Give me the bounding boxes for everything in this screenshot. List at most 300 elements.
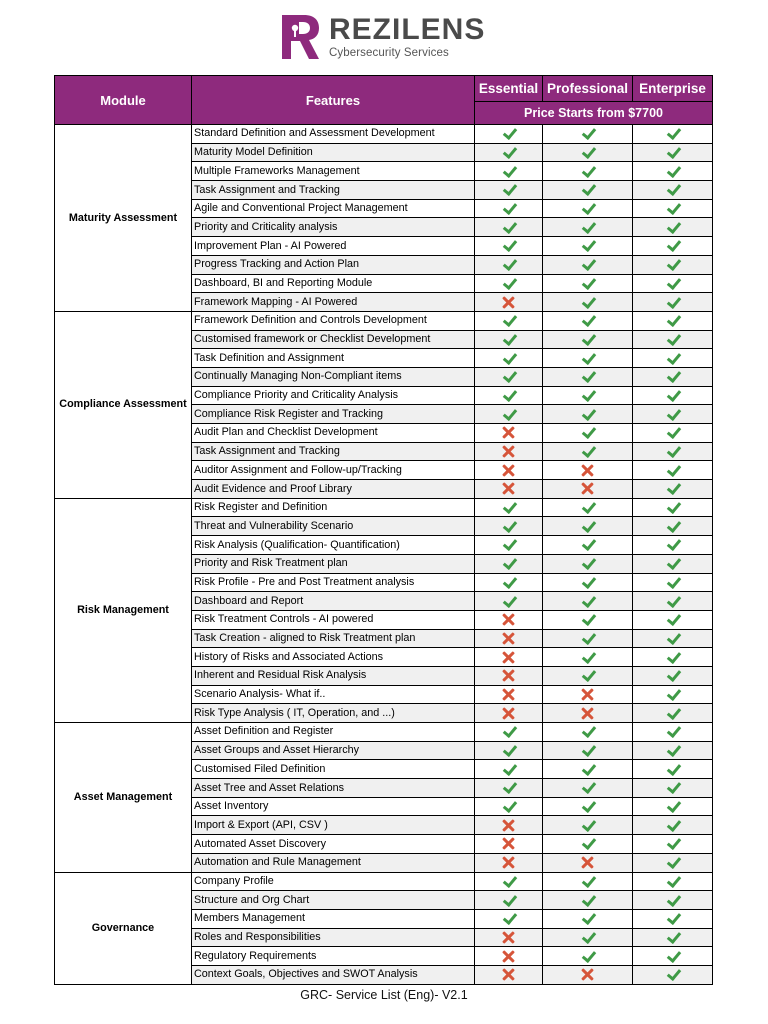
tier-cell-essential <box>475 255 543 274</box>
tier-cell-essential <box>475 610 543 629</box>
tier-cell-enterprise <box>633 779 713 798</box>
feature-name: Compliance Risk Register and Tracking <box>192 405 475 424</box>
module-name: Maturity Assessment <box>55 125 192 312</box>
feature-name: Inherent and Residual Risk Analysis <box>192 666 475 685</box>
check-icon <box>666 800 680 813</box>
check-icon <box>581 146 595 159</box>
check-icon <box>502 202 516 215</box>
tier-cell-enterprise <box>633 181 713 200</box>
check-icon <box>666 576 680 589</box>
check-icon <box>502 501 516 514</box>
cross-icon <box>502 968 515 981</box>
check-icon <box>502 277 516 290</box>
feature-name: Standard Definition and Assessment Development <box>192 125 475 144</box>
feature-name: Audit Plan and Checklist Development <box>192 424 475 443</box>
check-icon <box>666 221 680 234</box>
tier-cell-enterprise <box>633 872 713 891</box>
check-icon <box>666 894 680 907</box>
tier-cell-enterprise <box>633 424 713 443</box>
check-icon <box>581 538 595 551</box>
feature-name: Asset Definition and Register <box>192 723 475 742</box>
check-icon <box>666 258 680 271</box>
feature-name: Compliance Priority and Criticality Analysis <box>192 386 475 405</box>
check-icon <box>666 202 680 215</box>
tier-cell-enterprise <box>633 162 713 181</box>
check-icon <box>666 165 680 178</box>
cross-icon <box>502 707 515 720</box>
tier-cell-essential <box>475 891 543 910</box>
tier-cell-essential <box>475 181 543 200</box>
check-icon <box>581 258 595 271</box>
table-row <box>55 311 713 330</box>
check-icon <box>502 520 516 533</box>
check-icon <box>581 202 595 215</box>
check-icon <box>581 239 595 252</box>
cross-icon <box>502 669 515 682</box>
check-icon <box>502 352 516 365</box>
table-row <box>55 125 713 144</box>
check-icon <box>581 370 595 383</box>
check-icon <box>502 875 516 888</box>
feature-name: Automation and Rule Management <box>192 853 475 872</box>
tier-cell-enterprise <box>633 909 713 928</box>
check-icon <box>666 875 680 888</box>
check-icon <box>666 819 680 832</box>
check-icon <box>581 183 595 196</box>
table-row <box>55 498 713 517</box>
tier-cell-essential <box>475 554 543 573</box>
tier-cell-professional <box>543 330 633 349</box>
tier-cell-essential <box>475 517 543 536</box>
check-icon <box>666 464 680 477</box>
check-icon <box>666 931 680 944</box>
tier-cell-essential <box>475 573 543 592</box>
check-icon <box>666 950 680 963</box>
check-icon <box>502 258 516 271</box>
tier-cell-essential <box>475 816 543 835</box>
check-icon <box>581 389 595 402</box>
tier-cell-professional <box>543 125 633 144</box>
tier-cell-professional <box>543 143 633 162</box>
feature-name: Progress Tracking and Action Plan <box>192 255 475 274</box>
feature-name: Task Creation - aligned to Risk Treatment plan <box>192 629 475 648</box>
brand-tagline: Cybersecurity Services <box>329 46 449 59</box>
tier-cell-professional <box>543 199 633 218</box>
tier-cell-professional <box>543 480 633 499</box>
cross-icon <box>502 464 515 477</box>
tier-cell-enterprise <box>633 965 713 984</box>
feature-name: Asset Groups and Asset Hierarchy <box>192 741 475 760</box>
tier-cell-essential <box>475 741 543 760</box>
check-icon <box>666 445 680 458</box>
brand-logo <box>282 14 485 60</box>
cross-icon <box>502 931 515 944</box>
tier-cell-professional <box>543 554 633 573</box>
check-icon <box>502 894 516 907</box>
tier-cell-enterprise <box>633 517 713 536</box>
tier-cell-essential <box>475 947 543 966</box>
feature-name: Asset Inventory <box>192 797 475 816</box>
check-icon <box>581 165 595 178</box>
cross-icon <box>581 482 594 495</box>
check-icon <box>666 613 680 626</box>
tier-cell-professional <box>543 517 633 536</box>
feature-name: Risk Type Analysis ( IT, Operation, and ...) <box>192 704 475 723</box>
module-name: Compliance Assessment <box>55 311 192 498</box>
check-icon <box>502 557 516 570</box>
tier-cell-enterprise <box>633 498 713 517</box>
feature-name: Risk Register and Definition <box>192 498 475 517</box>
tier-cell-enterprise <box>633 648 713 667</box>
check-icon <box>502 725 516 738</box>
feature-name: Customised framework or Checklist Development <box>192 330 475 349</box>
check-icon <box>666 651 680 664</box>
feature-name: Multiple Frameworks Management <box>192 162 475 181</box>
tier-cell-professional <box>543 909 633 928</box>
check-icon <box>502 333 516 346</box>
check-icon <box>666 520 680 533</box>
tier-cell-essential <box>475 461 543 480</box>
cross-icon <box>581 464 594 477</box>
check-icon <box>581 819 595 832</box>
check-icon <box>502 165 516 178</box>
service-comparison-table <box>54 75 713 985</box>
tier-cell-essential <box>475 405 543 424</box>
check-icon <box>581 277 595 290</box>
check-icon <box>581 576 595 589</box>
tier-cell-essential <box>475 648 543 667</box>
check-icon <box>666 763 680 776</box>
check-icon <box>581 127 595 140</box>
tier-cell-professional <box>543 928 633 947</box>
check-icon <box>666 781 680 794</box>
check-icon <box>666 557 680 570</box>
tier-cell-professional <box>543 853 633 872</box>
check-icon <box>666 725 680 738</box>
check-icon <box>502 408 516 421</box>
tier-cell-essential <box>475 536 543 555</box>
check-icon <box>666 408 680 421</box>
feature-name: Customised Filed Definition <box>192 760 475 779</box>
check-icon <box>502 146 516 159</box>
check-icon <box>502 127 516 140</box>
tier-cell-professional <box>543 181 633 200</box>
feature-name: Risk Analysis (Qualification- Quantification) <box>192 536 475 555</box>
tier-cell-essential <box>475 797 543 816</box>
feature-name: Company Profile <box>192 872 475 891</box>
tier-cell-essential <box>475 442 543 461</box>
cross-icon <box>502 426 515 439</box>
tier-cell-professional <box>543 891 633 910</box>
tier-cell-enterprise <box>633 947 713 966</box>
check-icon <box>666 426 680 439</box>
check-icon <box>666 277 680 290</box>
feature-name: Dashboard, BI and Reporting Module <box>192 274 475 293</box>
check-icon <box>666 127 680 140</box>
check-icon <box>581 763 595 776</box>
tier-cell-essential <box>475 125 543 144</box>
tier-professional-header: Professional <box>543 76 633 102</box>
feature-name: Risk Profile - Pre and Post Treatment analysis <box>192 573 475 592</box>
feature-name: Improvement Plan - AI Powered <box>192 237 475 256</box>
check-icon <box>581 800 595 813</box>
tier-cell-enterprise <box>633 891 713 910</box>
feature-name: Audit Evidence and Proof Library <box>192 480 475 499</box>
feature-name: Priority and Criticality analysis <box>192 218 475 237</box>
check-icon <box>502 314 516 327</box>
tier-cell-essential <box>475 367 543 386</box>
module-name: Risk Management <box>55 498 192 722</box>
check-icon <box>581 613 595 626</box>
check-icon <box>502 744 516 757</box>
tier-cell-professional <box>543 797 633 816</box>
tier-cell-enterprise <box>633 554 713 573</box>
tier-cell-essential <box>475 349 543 368</box>
cross-icon <box>502 837 515 850</box>
tier-cell-enterprise <box>633 237 713 256</box>
check-icon <box>502 595 516 608</box>
check-icon <box>666 744 680 757</box>
feature-name: Automated Asset Discovery <box>192 835 475 854</box>
tier-cell-professional <box>543 293 633 312</box>
check-icon <box>581 781 595 794</box>
tier-cell-enterprise <box>633 199 713 218</box>
check-icon <box>666 352 680 365</box>
tier-cell-enterprise <box>633 293 713 312</box>
tier-cell-essential <box>475 685 543 704</box>
feature-name: Threat and Vulnerability Scenario <box>192 517 475 536</box>
tier-cell-professional <box>543 610 633 629</box>
module-name: Governance <box>55 872 192 984</box>
tier-cell-professional <box>543 629 633 648</box>
check-icon <box>581 445 595 458</box>
feature-name: Risk Treatment Controls - AI powered <box>192 610 475 629</box>
check-icon <box>581 725 595 738</box>
cross-icon <box>502 688 515 701</box>
tier-cell-essential <box>475 835 543 854</box>
tier-cell-professional <box>543 367 633 386</box>
tier-cell-enterprise <box>633 741 713 760</box>
module-name: Asset Management <box>55 723 192 873</box>
check-icon <box>502 576 516 589</box>
tier-cell-enterprise <box>633 536 713 555</box>
tier-enterprise-header: Enterprise <box>633 76 713 102</box>
check-icon <box>581 408 595 421</box>
check-icon <box>581 669 595 682</box>
tier-cell-professional <box>543 666 633 685</box>
feature-name: Asset Tree and Asset Relations <box>192 779 475 798</box>
tier-cell-professional <box>543 442 633 461</box>
footer-version: GRC- Service List (Eng)- V2.1 <box>300 988 468 1002</box>
feature-name: History of Risks and Associated Actions <box>192 648 475 667</box>
check-icon <box>581 875 595 888</box>
check-icon <box>502 538 516 551</box>
tier-cell-essential <box>475 872 543 891</box>
tier-cell-professional <box>543 704 633 723</box>
check-icon <box>666 837 680 850</box>
tier-cell-essential <box>475 498 543 517</box>
cross-icon <box>581 856 594 869</box>
feature-name: Structure and Org Chart <box>192 891 475 910</box>
tier-cell-professional <box>543 386 633 405</box>
price-header: Price Starts from $7700 <box>475 101 713 124</box>
tier-cell-enterprise <box>633 835 713 854</box>
tier-cell-essential <box>475 424 543 443</box>
tier-cell-enterprise <box>633 760 713 779</box>
check-icon <box>666 296 680 309</box>
tier-cell-enterprise <box>633 461 713 480</box>
check-icon <box>581 352 595 365</box>
feature-name: Task Assignment and Tracking <box>192 442 475 461</box>
tier-cell-professional <box>543 162 633 181</box>
tier-cell-essential <box>475 330 543 349</box>
feature-name: Members Management <box>192 909 475 928</box>
check-icon <box>581 426 595 439</box>
feature-name: Regulatory Requirements <box>192 947 475 966</box>
feature-name: Framework Mapping - AI Powered <box>192 293 475 312</box>
feature-name: Priority and Risk Treatment plan <box>192 554 475 573</box>
tier-cell-professional <box>543 274 633 293</box>
check-icon <box>666 632 680 645</box>
feature-name: Framework Definition and Controls Development <box>192 311 475 330</box>
check-icon <box>666 370 680 383</box>
check-icon <box>581 931 595 944</box>
feature-name: Task Definition and Assignment <box>192 349 475 368</box>
cross-icon <box>502 651 515 664</box>
tier-cell-enterprise <box>633 723 713 742</box>
tier-cell-essential <box>475 274 543 293</box>
tier-cell-essential <box>475 704 543 723</box>
check-icon <box>581 296 595 309</box>
check-icon <box>666 707 680 720</box>
tier-cell-enterprise <box>633 330 713 349</box>
tier-cell-essential <box>475 162 543 181</box>
tier-cell-professional <box>543 835 633 854</box>
cross-icon <box>581 688 594 701</box>
feature-name: Dashboard and Report <box>192 592 475 611</box>
tier-cell-professional <box>543 498 633 517</box>
cross-icon <box>502 613 515 626</box>
check-icon <box>502 183 516 196</box>
tier-cell-professional <box>543 424 633 443</box>
feature-name: Task Assignment and Tracking <box>192 181 475 200</box>
tier-cell-professional <box>543 816 633 835</box>
cross-icon <box>502 445 515 458</box>
tier-cell-professional <box>543 872 633 891</box>
tier-cell-professional <box>543 947 633 966</box>
tier-cell-professional <box>543 218 633 237</box>
check-icon <box>666 389 680 402</box>
feature-name: Scenario Analysis- What if.. <box>192 685 475 704</box>
tier-cell-professional <box>543 461 633 480</box>
tier-cell-essential <box>475 629 543 648</box>
table-row <box>55 723 713 742</box>
check-icon <box>666 314 680 327</box>
check-icon <box>666 146 680 159</box>
tier-cell-essential <box>475 666 543 685</box>
tier-cell-essential <box>475 386 543 405</box>
check-icon <box>666 239 680 252</box>
tier-cell-professional <box>543 965 633 984</box>
check-icon <box>581 333 595 346</box>
tier-cell-enterprise <box>633 143 713 162</box>
check-icon <box>666 856 680 869</box>
tier-cell-professional <box>543 255 633 274</box>
tier-cell-essential <box>475 760 543 779</box>
feature-name: Roles and Responsibilities <box>192 928 475 947</box>
tier-cell-professional <box>543 405 633 424</box>
tier-cell-essential <box>475 928 543 947</box>
tier-essential-header: Essential <box>475 76 543 102</box>
feature-name: Auditor Assignment and Follow-up/Tracking <box>192 461 475 480</box>
check-icon <box>666 333 680 346</box>
feature-name: Maturity Model Definition <box>192 143 475 162</box>
check-icon <box>666 595 680 608</box>
tier-cell-enterprise <box>633 125 713 144</box>
tier-cell-enterprise <box>633 797 713 816</box>
tier-cell-enterprise <box>633 610 713 629</box>
brand-name: REZILENS <box>329 12 486 46</box>
tier-cell-professional <box>543 536 633 555</box>
cross-icon <box>502 856 515 869</box>
check-icon <box>581 221 595 234</box>
tier-cell-professional <box>543 237 633 256</box>
tier-cell-professional <box>543 723 633 742</box>
tier-cell-enterprise <box>633 573 713 592</box>
feature-name: Import & Export (API, CSV ) <box>192 816 475 835</box>
tier-cell-enterprise <box>633 592 713 611</box>
tier-cell-essential <box>475 592 543 611</box>
check-icon <box>581 744 595 757</box>
check-icon <box>666 183 680 196</box>
tier-cell-professional <box>543 779 633 798</box>
check-icon <box>581 894 595 907</box>
check-icon <box>666 538 680 551</box>
tier-cell-professional <box>543 573 633 592</box>
tier-cell-enterprise <box>633 442 713 461</box>
check-icon <box>581 501 595 514</box>
tier-cell-professional <box>543 592 633 611</box>
cross-icon <box>502 632 515 645</box>
tier-cell-enterprise <box>633 666 713 685</box>
tier-cell-enterprise <box>633 629 713 648</box>
tier-cell-enterprise <box>633 704 713 723</box>
check-icon <box>502 800 516 813</box>
check-icon <box>581 632 595 645</box>
cross-icon <box>581 707 594 720</box>
tier-cell-enterprise <box>633 480 713 499</box>
tier-cell-enterprise <box>633 853 713 872</box>
check-icon <box>581 837 595 850</box>
tier-cell-essential <box>475 965 543 984</box>
tier-cell-professional <box>543 349 633 368</box>
check-icon <box>502 389 516 402</box>
tier-cell-essential <box>475 143 543 162</box>
tier-cell-enterprise <box>633 816 713 835</box>
tier-cell-essential <box>475 779 543 798</box>
tier-cell-essential <box>475 311 543 330</box>
tier-cell-essential <box>475 237 543 256</box>
tier-cell-enterprise <box>633 349 713 368</box>
check-icon <box>581 950 595 963</box>
feature-name: Agile and Conventional Project Management <box>192 199 475 218</box>
tier-cell-enterprise <box>633 928 713 947</box>
check-icon <box>502 221 516 234</box>
check-icon <box>502 781 516 794</box>
tier-cell-essential <box>475 853 543 872</box>
tier-cell-essential <box>475 199 543 218</box>
table-body <box>55 125 713 985</box>
